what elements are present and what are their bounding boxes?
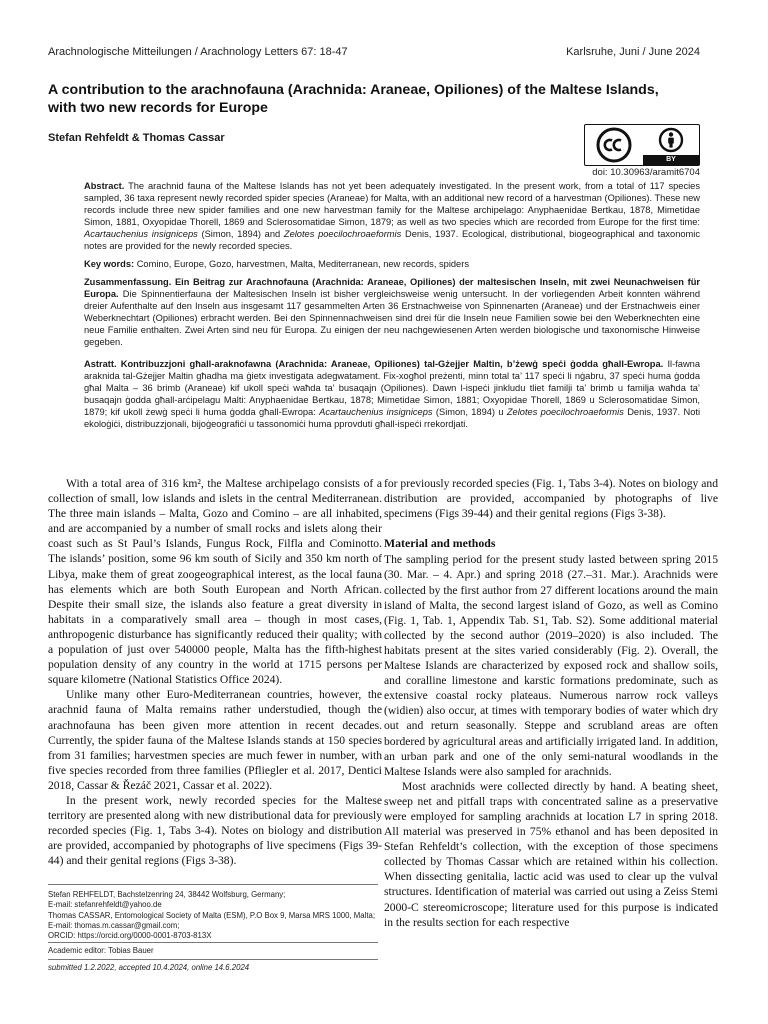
astratt-text: Il-fawna araknida tal-Gżejjer Maltin għadha ma ġietx investigata adegwatament. Fix-xogħol preżenti, minn total ta’ 117 speċi li nġabru, 37 speċi huma ġodda għal Malta – 36 brimb (Araneae) kif ukoll speċi waħda ta’ busaqajn (Opiliones). Dawn l-ispeċi jinkludu tliet familji ta’ brimb u familja waħda ta’ busaqajn ġodda għall-arċipelagu Malti: Anyphaenidae Bertkau, 1878; Mimetidae Simon, 1881; Oxyopidae Thorell, 1869 u Sclerosomatidae Simon, 1879; kif ukoll żewġ speċi li huma ġodda għall-Ewropa: <box>84 359 700 418</box>
person-icon <box>660 129 682 151</box>
keywords-label: Key words: <box>84 259 135 269</box>
journal-citation: Arachnologische Mitteilungen / Arachnology Letters 67: 18-47 <box>48 46 348 58</box>
author-addresses <box>48 890 382 941</box>
abstract-text: The arachnid fauna of the Maltese Islands has not yet been adequately investigated. In the present work, from a total of 117 species sampled, 36 taxa represent newly recorded spider species (Araneae) for Malta, with an additional new record of a harvestman (Opiliones). These new records include three new spider families and one new harvestman family for the Maltese archipelago: Anyphaenidae Bertkau, 1878, Mimetidae Simon, 1881, Oxyopidae Thorell, 1869 and Sclerosomatidae Simon, 1879; as well as two species which are recorded from Europe for the first time: <box>84 181 700 228</box>
abstract-text: Denis, 1937. Ecological, distributional, biogeographical and taxonomic notes are provided for the newly recorded species. <box>84 229 701 252</box>
submission-dates: submitted 1.2.2022, accepted 10.4.2024, online 14.6.2024 <box>48 963 250 972</box>
doi[interactable]: doi: 10.30963/aramit6704 <box>592 167 700 178</box>
by-label: BY <box>643 155 699 165</box>
astratt-text: (Simon, 1894) u <box>432 407 507 418</box>
species-name: Acartauchenius insigniceps <box>319 407 433 418</box>
species-name: Zelotes poecilochroaeformis <box>283 229 402 240</box>
footnote-divider <box>48 884 378 885</box>
section-heading: Material and methods <box>384 536 496 551</box>
email-line[interactable]: E-mail: stefanrehfeldt@yahoo.de <box>48 900 162 910</box>
authors: Stefan Rehfeldt & Thomas Cassar <box>48 132 225 144</box>
astratt-text: Denis, 1937. Noti ekoloġiċi, distribuzzjonali, bijoġeografiċi u tassonomiċi huma pprovduti għall-ispeċi rrekordjati. <box>84 407 701 430</box>
astratt-label: Astratt. Kontribuzzjoni għall-araknofawna (Arachnida: Araneae, Opiliones) tal-Gżejjer Maltin, b’żewġ speċi ġodda għall-Ewropa. <box>84 359 664 369</box>
zusammenfassung-text: Die Spinnentierfauna der Maltesischen Inseln ist bisher vergleichsweise wenig untersucht. In der vorliegenden Arbeit konnten während dreier Aufenthalte auf den Inseln aus insgesamt 117 gesammelten Arten 36 Erstnachweise von Spinnenarten (Araneae) und der Erstnachweis einer Weberknechtart (Opiliones) erbracht werden. Bei den Spinnennachweisen sind drei für die Inseln neue Familien sowie bei den Weberknechten eine neue Familie enthalten. Zwei Arten sind neu für Europa. Zu einigen der neu nachgewiesenen Arten werden biologische und taxonomische Hinweise gegeben. <box>84 289 700 348</box>
astratt <box>84 358 700 431</box>
paragraph: Unlike many other Euro-Mediterranean countries, however, the arachnid fauna of Malta remains rather understudied, though the arachnofauna has been given more attention in recent decades. Currently, the spider fauna of the Maltese Islands stands at 150 species from 31 families; harvestmen species are much fewer in number, with five species recorded from three families (Pfliegler et al. 2017, Dentici 2018, Cassar & Řezáč 2021, Cassar et al. 2022). <box>48 688 382 792</box>
footnote-divider <box>48 959 378 960</box>
publication-place-date: Karlsruhe, Juni / June 2024 <box>566 46 700 58</box>
zusammenfassung-label: Zusammenfassung. Ein Beitrag zur Arachnofauna (Arachnida: Araneae, Opiliones) der maltesischen Inseln, mit zwei Neunachweisen für Europa. <box>84 277 700 300</box>
abstract-text: (Simon, 1894) and <box>197 229 284 240</box>
body-column-left <box>48 476 382 868</box>
academic-editor: Academic editor: Tobias Bauer <box>48 946 154 955</box>
keywords <box>84 258 700 270</box>
paragraph-continued: for previously recorded species (Fig. 1, Tabs 3-4). Notes on biology and distribution are provided, accompanied by photographs of live specimens (Figs 39-44) and their genital regions (Figs 3-38). <box>384 477 718 521</box>
species-name: Acartauchenius insigniceps <box>84 229 198 240</box>
paragraph: In the present work, newly recorded species for the Maltese territory are presented along with new distributional data for previously recorded species (Fig. 1, Tabs 3-4). Notes on biology and distribution are provided, accompanied by photographs of live specimens (Figs 39-44) and their genital regions (Figs 3-38). <box>48 793 382 868</box>
paragraph: Most arachnids were collected directly by hand. A beating sheet, sweep net and pitfall traps with concentrated saline as a preservative were employed for sampling arachnids at location L7 in spring 2018. All material was preserved in 75% ethanol and has been deposited in Stefan Rehfeldt’s collection, with the exception of those specimens collected by Thomas Cassar which are retained within his collection. When dissecting genitalia, lactic acid was used to clear up the vulval structures. Identification of material was carried out using a Zeiss Stemi 2000-C stereomicroscope; literature used for this purpose is indicated in the results section for each respective <box>384 779 718 929</box>
abstract <box>84 180 700 253</box>
zusammenfassung <box>84 276 700 349</box>
cc-license-badge[interactable] <box>584 124 700 166</box>
article-title: A contribution to the arachnofauna (Arachnida: Araneae, Opiliones) of the Maltese Islands, with two new records for Europe <box>48 82 659 116</box>
address-line: Stefan REHFELDT, Bachstelzenring 24, 38442 Wolfsburg, Germany; <box>48 890 286 899</box>
abstract-label: Abstract. <box>84 181 125 191</box>
cc-icon <box>598 129 630 161</box>
orcid-line[interactable]: ORCID: https://orcid.org/0000-0001-8703-813X <box>48 931 212 941</box>
body-column-right <box>384 476 718 930</box>
paragraph: The sampling period for the present study lasted between spring 2015 (30. Mar. – 4. Apr.) and spring 2018 (27.–31. Mar.). Arachnids were collected by the first author from 27 different locations around the main island of Malta, the second largest island of Gozo, as well as Comino (Fig. 1, Tab. 1, Appendix Tab. S1, Tab. S2). Some additional material collected by the second author (2019–2020) is also included. The habitats present at the sites varied considerably (Fig. 2). Overall, the Maltese Islands are characterized by exposed rock and shallow soils, and coralline limestone and karstic formations predominate, such as extensive coastal rocky plateaus. Numerous narrow rock valleys (widien) also occur, at times with temporary bodies of water which dry out and return seasonally. Steppe and scrubland areas are often bordered by agricultural areas and artificially irrigated land. In addition, an urban park and one of the only semi-natural woodlands in the Maltese Islands were also sampled for arachnids. <box>384 553 718 778</box>
keywords-text: Comino, Europe, Gozo, harvestmen, Malta, Mediterranean, new records, spiders <box>134 259 469 269</box>
paragraph: With a total area of 316 km², the Maltese archipelago consists of a collection of small, low islands and islets in the central Mediterranean. The three main islands – Malta, Gozo and Comino – are all inhabited, and are accompanied by a number of small rocks and islets along their coast such as St Paul’s Islands, Fungus Rock, Filfla and Cominotto. The islands’ position, some 96 km south of Sicily and 350 km north of Libya, make them of great zoogeographical interest, as the local fauna has elements which are both South European and North African. Despite their small size, the islands also feature a great diversity in habitats in a comparatively small area – though in most cases, anthropogenic disturbance has significantly reduced their quality; with a population of just over 540000 people, Malta has the fifth-highest population density of any country in the world at 1715 persons per square kilometre (National Statistics Office 2024). <box>48 477 382 687</box>
address-line: Thomas CASSAR, Entomological Society of Malta (ESM), P.O Box 9, Marsa MRS 1000, Malta; E-mail: thomas.m.cassar@gmail.com; <box>48 910 376 930</box>
footnote-divider <box>48 942 378 943</box>
species-name: Zelotes poecilochroaeformis <box>506 407 624 418</box>
